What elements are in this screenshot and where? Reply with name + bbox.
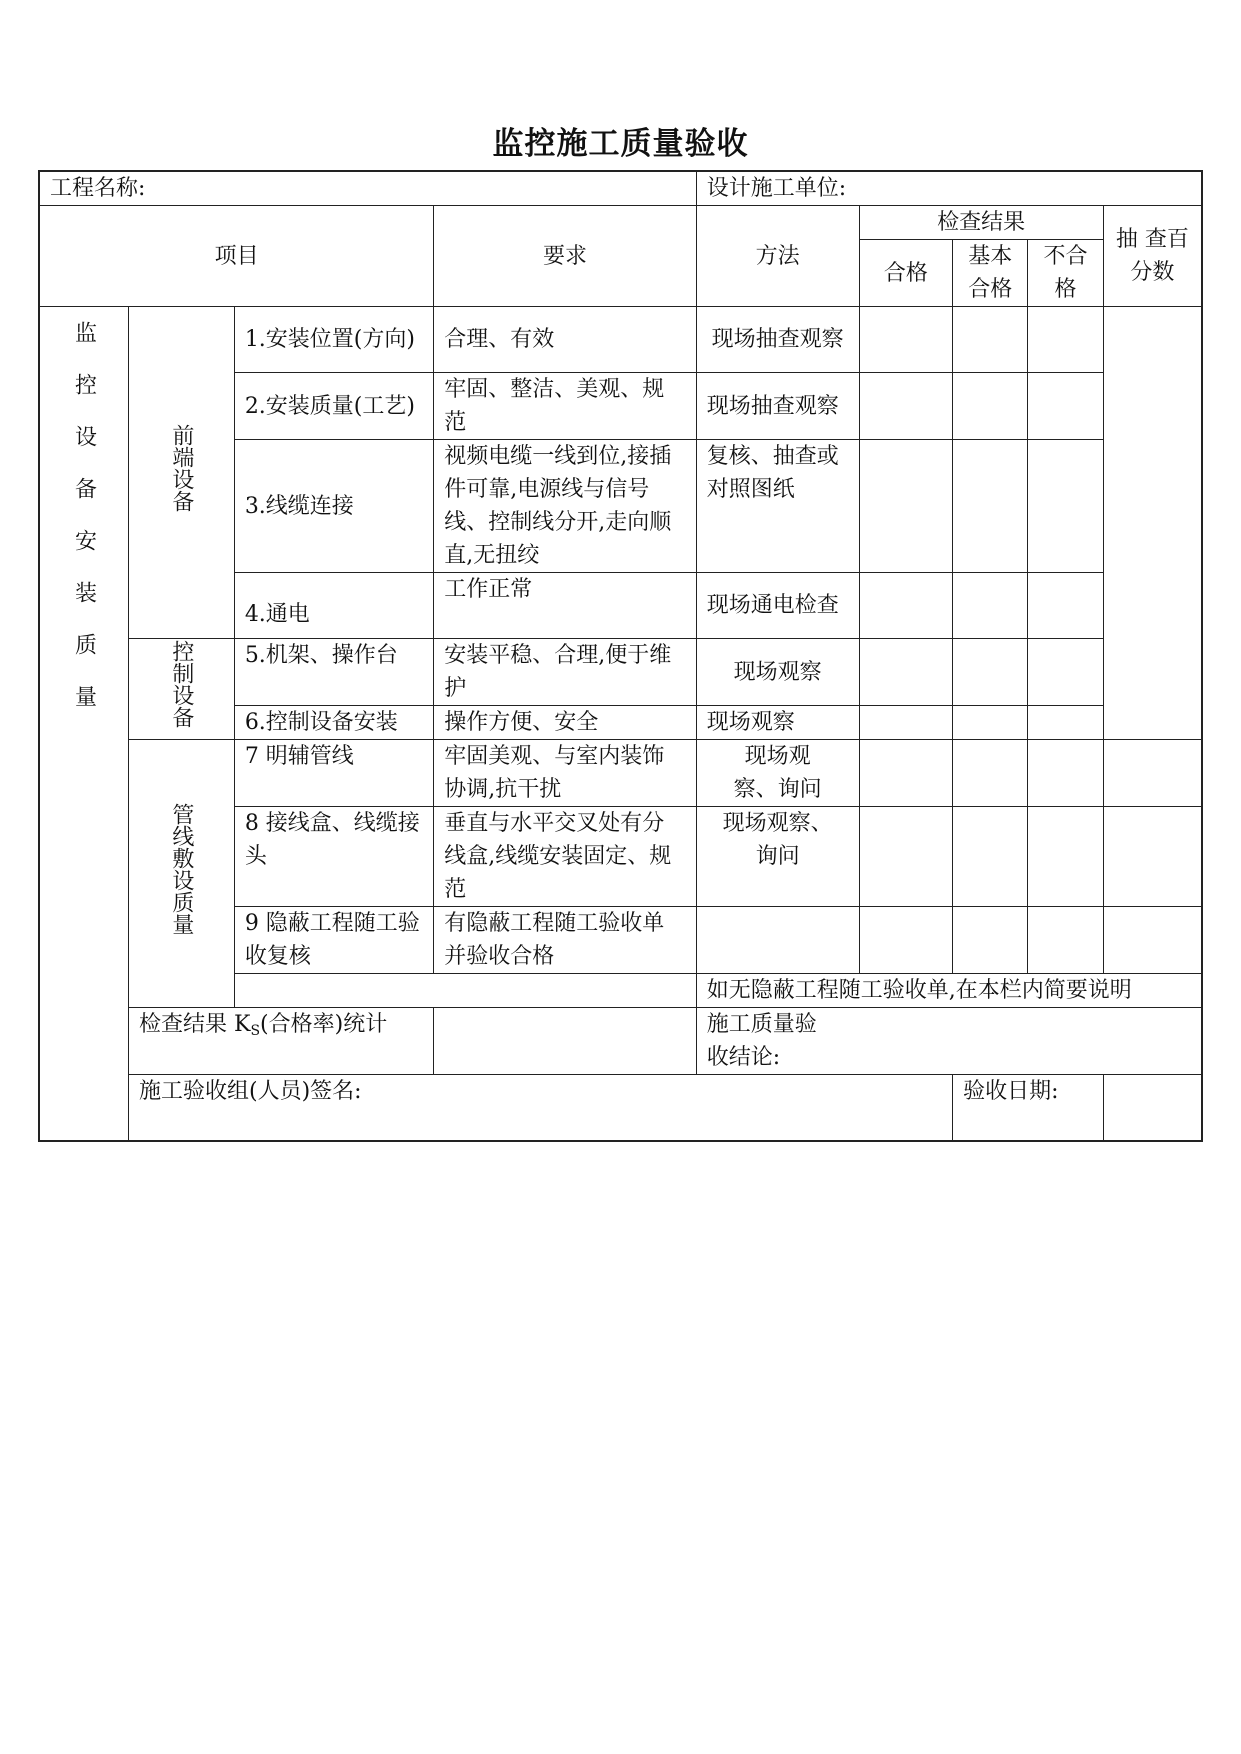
cell-sample-pct[interactable] xyxy=(1103,740,1202,807)
col-header-pass: 合格 xyxy=(859,240,953,307)
row-requirement: 牢固美观、与室内装饰协调,抗干扰 xyxy=(434,740,697,807)
row-requirement: 操作方便、安全 xyxy=(434,706,697,740)
row-method: 现场通电检查 xyxy=(696,573,859,639)
row-method xyxy=(696,907,859,974)
cell-pass[interactable] xyxy=(859,907,953,974)
row-method: 现场观察、询问 xyxy=(696,807,859,907)
cell-basic-pass[interactable] xyxy=(953,573,1028,639)
blank-cell xyxy=(234,974,696,1008)
group-front-end: 前端设备 xyxy=(129,307,235,639)
row-item: 9 隐蔽工程随工验收复核 xyxy=(234,907,433,974)
row-requirement: 垂直与水平交叉处有分线盒,线缆安装固定、规范 xyxy=(434,807,697,907)
cell-pass[interactable] xyxy=(859,639,953,706)
stats-value-cell[interactable] xyxy=(434,1008,697,1075)
col-header-item: 项目 xyxy=(39,206,434,307)
inspection-form xyxy=(38,170,1203,1142)
row-requirement: 有隐蔽工程随工验收单并验收合格 xyxy=(434,907,697,974)
cell-basic-pass[interactable] xyxy=(953,639,1028,706)
row-item: 6.控制设备安装 xyxy=(234,706,433,740)
col-header-basic-pass: 基本合格 xyxy=(953,240,1028,307)
cell-fail[interactable] xyxy=(1028,573,1103,639)
group-control: 控制设备 xyxy=(129,639,235,740)
row-method: 现场抽查观察 xyxy=(696,307,859,373)
row-item: 4.通电 xyxy=(234,573,433,639)
main-category-label: 监控设备安装质量 xyxy=(71,321,97,737)
col-header-result-group: 检查结果 xyxy=(859,206,1103,240)
project-name-field[interactable]: 工程名称: xyxy=(39,171,696,206)
row-method: 复核、抽查或对照图纸 xyxy=(696,440,859,573)
col-header-requirement: 要求 xyxy=(434,206,697,307)
row-requirement: 安装平稳、合理,便于维护 xyxy=(434,639,697,706)
date-cell[interactable]: 验收日期: xyxy=(953,1075,1104,1141)
unit-field[interactable]: 设计施工单位: xyxy=(696,171,1202,206)
col-header-method: 方法 xyxy=(696,206,859,307)
cell-pass[interactable] xyxy=(859,307,953,373)
cell-pass[interactable] xyxy=(859,373,953,440)
cell-basic-pass[interactable] xyxy=(953,307,1028,373)
cell-fail[interactable] xyxy=(1028,740,1103,807)
conclusion-label: 施工质量验收结论: xyxy=(706,1012,817,1070)
cell-sample-pct[interactable] xyxy=(1103,807,1202,907)
main-category-cell xyxy=(39,307,129,1141)
cell-pass[interactable] xyxy=(859,440,953,573)
row-item: 1.安装位置(方向) xyxy=(234,307,433,373)
cell-basic-pass[interactable] xyxy=(953,907,1028,974)
cell-fail[interactable] xyxy=(1028,440,1103,573)
row-requirement: 牢固、整洁、美观、规范 xyxy=(434,373,697,440)
cell-pass[interactable] xyxy=(859,706,953,740)
row-requirement: 工作正常 xyxy=(434,573,697,639)
cell-basic-pass[interactable] xyxy=(953,706,1028,740)
group-cabling: 管线敷设质量 xyxy=(129,740,235,1008)
cell-fail[interactable] xyxy=(1028,706,1103,740)
cell-basic-pass[interactable] xyxy=(953,373,1028,440)
cell-sample-pct[interactable] xyxy=(1103,907,1202,974)
cell-fail[interactable] xyxy=(1028,373,1103,440)
document-title: 监控施工质量验收 xyxy=(492,126,749,162)
row-item: 5.机架、操作台 xyxy=(234,639,433,706)
row-item: 7 明辅管线 xyxy=(234,740,433,807)
cell-basic-pass[interactable] xyxy=(953,440,1028,573)
cell-pass[interactable] xyxy=(859,740,953,807)
cell-pass[interactable] xyxy=(859,807,953,907)
cell-fail[interactable] xyxy=(1028,639,1103,706)
stats-label: 检查结果 $K_S$(合格率)统计 xyxy=(129,1008,434,1075)
row-item: 3.线缆连接 xyxy=(234,440,433,573)
cell-sample-pct[interactable] xyxy=(1103,307,1202,740)
row-method: 现场抽查观察 xyxy=(696,373,859,440)
row-item: 8 接线盒、线缆接头 xyxy=(234,807,433,907)
row-method: 现场观察 xyxy=(696,706,859,740)
signature-cell[interactable]: 施工验收组(人员)签名: xyxy=(129,1075,953,1141)
row-method: 现场观察 xyxy=(696,639,859,706)
cell-fail[interactable] xyxy=(1028,307,1103,373)
row-requirement: 视频电缆一线到位,接插件可靠,电源线与信号线、控制线分开,走向顺直,无扭绞 xyxy=(434,440,697,573)
cell-basic-pass[interactable] xyxy=(953,807,1028,907)
cell-pass[interactable] xyxy=(859,573,953,639)
cell-basic-pass[interactable] xyxy=(953,740,1028,807)
cell-fail[interactable] xyxy=(1028,807,1103,907)
row-requirement: 合理、有效 xyxy=(434,307,697,373)
col-header-fail: 不合格 xyxy=(1028,240,1103,307)
row-method: 现场观察、询问 xyxy=(696,740,859,807)
row-item: 2.安装质量(工艺) xyxy=(234,373,433,440)
cell-fail[interactable] xyxy=(1028,907,1103,974)
conclusion-cell[interactable] xyxy=(696,1008,1202,1075)
hidden-works-note[interactable]: 如无隐蔽工程随工验收单,在本栏内简要说明 xyxy=(696,974,1202,1008)
stats-label-subscript: S xyxy=(250,1023,261,1039)
col-header-sample-pct: 抽 查百分数 xyxy=(1103,206,1202,307)
